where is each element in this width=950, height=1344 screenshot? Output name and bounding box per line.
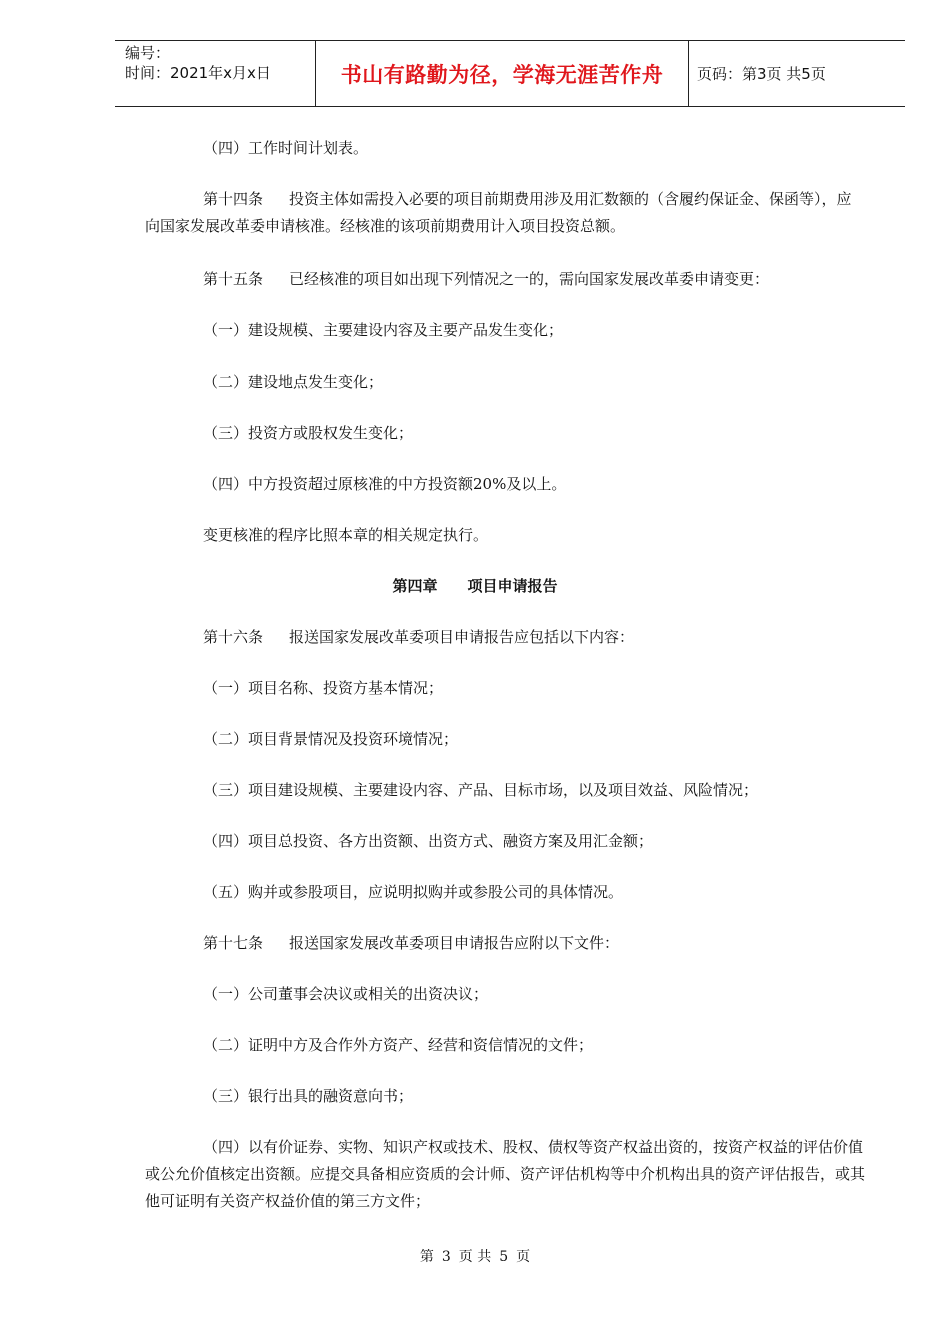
article-17-item-1: （一）公司董事会决议或相关的出资决议； bbox=[203, 985, 489, 1003]
article-16-item-4: （四）项目总投资、各方出资额、出资方式、融资方案及用汇金额； bbox=[203, 832, 654, 850]
document-number-label: 编号： bbox=[125, 44, 171, 62]
article-15-text: 已经核准的项目如出现下列情况之一的，需向国家发展改革委申请变更： bbox=[289, 270, 770, 288]
article-16-item-5: （五）购并或参股项目，应说明拟购并或参股公司的具体情况。 bbox=[203, 883, 624, 901]
footer-page-label: 第 bbox=[419, 1249, 434, 1265]
article-17-item-3: （三）银行出具的融资意向书； bbox=[203, 1087, 414, 1105]
footer-page-number: 3 bbox=[441, 1249, 451, 1265]
page-header bbox=[115, 40, 905, 107]
article-15-item-3: （三）投资方或股权发生变化； bbox=[203, 424, 414, 442]
article-17-text: 报送国家发展改革委项目申请报告应附以下文件： bbox=[289, 934, 620, 952]
article-15-item-1: （一）建设规模、主要建设内容及主要产品发生变化； bbox=[203, 321, 564, 339]
article-16-item-1: （一）项目名称、投资方基本情况； bbox=[203, 679, 444, 697]
chapter-heading bbox=[0, 576, 950, 596]
article-16-text: 报送国家发展改革委项目申请报告应包括以下内容： bbox=[289, 628, 635, 646]
paragraph-work-schedule: （四）工作时间计划表。 bbox=[203, 139, 369, 157]
article-16-item-2: （二）项目背景情况及投资环境情况； bbox=[203, 730, 459, 748]
article-16-number: 第十六条 bbox=[203, 628, 264, 646]
article-15-item-2: （二）建设地点发生变化； bbox=[203, 373, 384, 391]
article-16 bbox=[203, 627, 634, 647]
article-15-item-4: （四）中方投资超过原核准的中方投资额20%及以上。 bbox=[203, 475, 567, 493]
document-time: 时间：2021年x月x日 bbox=[125, 64, 271, 82]
header-meta bbox=[115, 41, 316, 106]
article-15-closing: 变更核准的程序比照本章的相关规定执行。 bbox=[203, 526, 489, 544]
article-17-item-2: （二）证明中方及合作外方资产、经营和资信情况的文件； bbox=[203, 1036, 594, 1054]
footer-page-end: 页 bbox=[516, 1249, 531, 1265]
article-17 bbox=[203, 933, 619, 953]
chapter-number: 第四章 bbox=[392, 577, 438, 595]
chapter-title: 项目申请报告 bbox=[467, 577, 558, 595]
article-15-number: 第十五条 bbox=[203, 270, 264, 288]
article-17-item-4: （四）以有价证券、实物、知识产权或技术、股权、债权等资产权益出资的，按资产权益的评估价值或公允价值核定出资额。应提交具备相应资质的会计师、资产评估机构等中介机构出具的资产评估报告，或其他可证明有关资产权益价值的第三方文件； bbox=[145, 1138, 866, 1210]
footer-page-mid: 页 共 bbox=[458, 1249, 492, 1265]
footer-total-pages: 5 bbox=[499, 1249, 509, 1265]
page-footer bbox=[0, 1246, 950, 1266]
article-14-text: 投资主体如需投入必要的项目前期费用涉及用汇数额的（含履约保证金、保函等），应向国家发展改革委申请核准。经核准的该项前期费用计入项目投资总额。 bbox=[145, 190, 852, 235]
article-15 bbox=[203, 269, 769, 289]
article-17-number: 第十七条 bbox=[203, 934, 264, 952]
article-16-item-3: （三）项目建设规模、主要建设内容、产品、目标市场，以及项目效益、风险情况； bbox=[203, 781, 759, 799]
header-motto: 书山有路勤为径，学海无涯苦作舟 bbox=[316, 41, 689, 106]
article-14 bbox=[145, 186, 865, 240]
header-page-info: 页码：第3页 共5页 bbox=[697, 65, 826, 83]
article-14-number: 第十四条 bbox=[203, 190, 264, 208]
